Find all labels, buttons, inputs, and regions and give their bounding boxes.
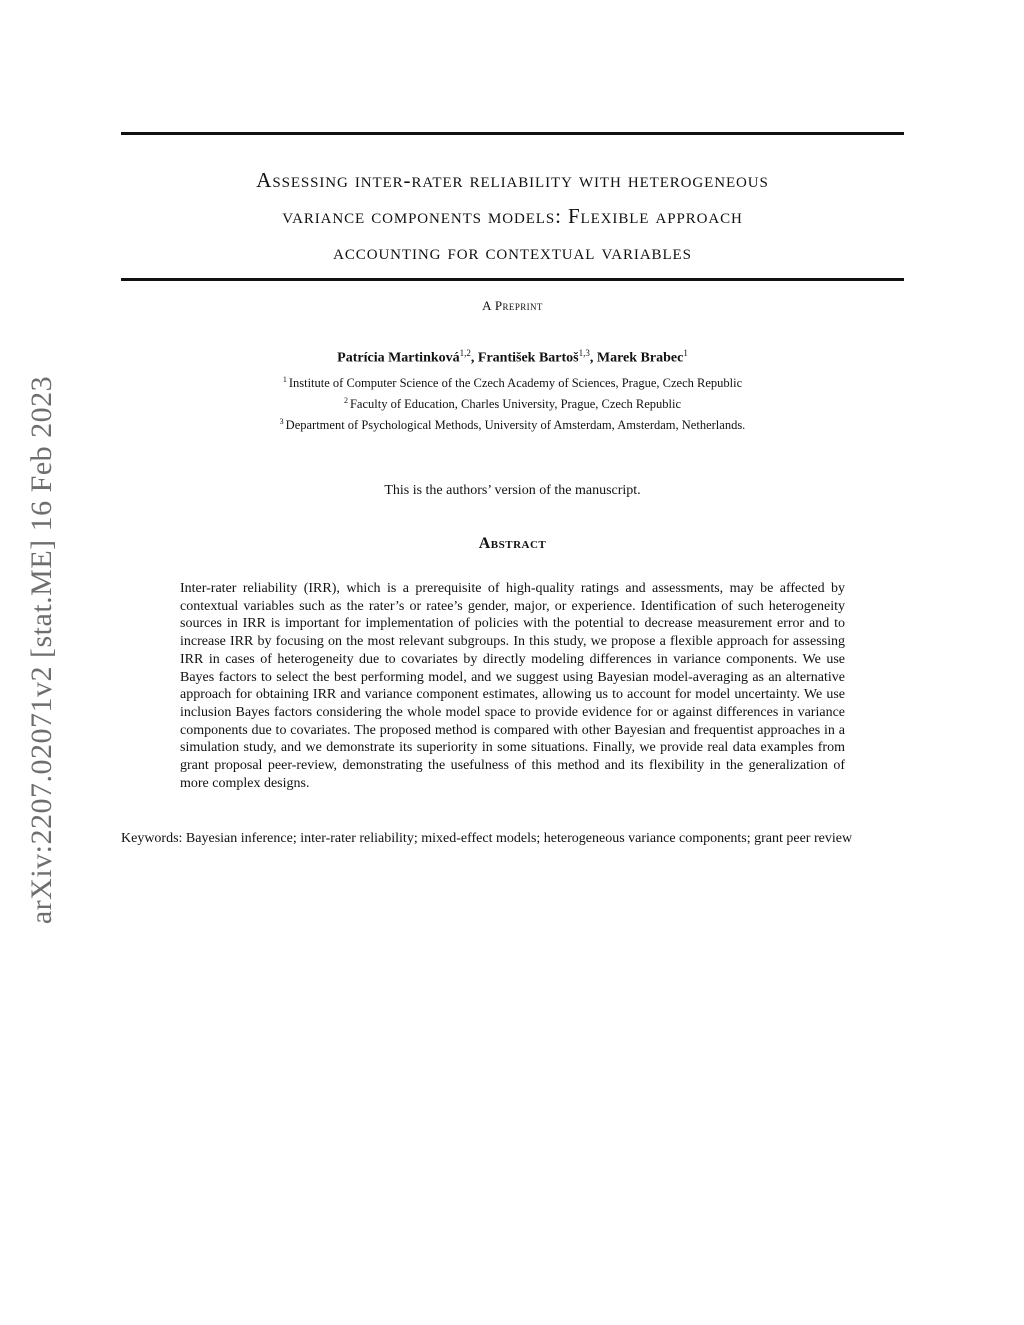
author-name: František Bartoš xyxy=(477,350,579,366)
affiliation xyxy=(121,392,904,413)
affiliation-number: 1 xyxy=(282,375,287,384)
affiliation xyxy=(121,371,904,392)
author-affiliation-marks: 1 xyxy=(683,348,688,358)
author-name: Patrícia Martinková xyxy=(337,350,460,366)
affiliation-list xyxy=(121,371,904,434)
preprint-label: A Preprint xyxy=(482,298,543,313)
keywords: Keywords: Bayesian inference; inter-rater reliability; mixed-effect models; heterogeneous variance components; grant peer review xyxy=(121,831,853,846)
title-top-rule xyxy=(121,132,904,135)
affiliation-number: 3 xyxy=(279,417,284,427)
version-note: This is the authors’ version of the manuscript. xyxy=(384,483,641,498)
title-line: accounting for contextual variables xyxy=(333,240,692,264)
arxiv-identifier-stamp: arXiv:2207.02071v2 [stat.ME] 16 Feb 2023 xyxy=(25,375,58,925)
affiliation xyxy=(121,413,904,434)
affiliation-text: Institute of Computer Science of the Czech Academy of Sciences, Prague, Czech Republic xyxy=(288,376,743,391)
abstract-heading: Abstract xyxy=(478,535,547,552)
author-name: Marek Brabec xyxy=(596,350,684,366)
author-affiliation-marks: 1,2 xyxy=(459,348,471,358)
affiliation-text: Department of Psychological Methods, University of Amsterdam, Amsterdam, Netherlands. xyxy=(285,418,746,433)
abstract-text: Inter-rater reliability (IRR), which is a prerequisite of high-quality ratings and assessments, may be affected by contextual variables such as the rater’s or ratee’s gender, major, or experience. Identification of such heterogeneity sources in IRR is important for implementation of policies with the potential to decrease measurement error and to increase IRR by focusing on the most relevant subgroups. In this study, we propose a flexible approach for assessing IRR in cases of heterogeneity due to covariates by directly modeling differences in variance components. We use Bayes factors to select the best performing model, and we suggest using Bayesian model-averaging as an alternative approach for obtaining IRR and variance component estimates, allowing us to account for model uncertainty. We use inclusion Bayes factors considering the whole model space to provide evidence for or against differences in variance components due to covariates. The proposed method is compared with other Bayesian and frequentist approaches in a simulation study, and we demonstrate its superiority in some situations. Finally, we provide real data examples from grant proposal peer-review, demonstrating the usefulness of this method and its flexibility in the generalization of more complex designs. xyxy=(180,581,845,791)
affiliation-text: Faculty of Education, Charles University, Prague, Czech Republic xyxy=(349,397,682,412)
author-list: Patrícia Martinková$^{1,2}$, František Bartoš$^{1,3}$, Marek Brabec$^1$ xyxy=(337,348,688,366)
paper-title xyxy=(121,162,904,270)
title-line: variance components models: Flexible approach xyxy=(282,204,743,228)
title-bottom-rule xyxy=(121,278,904,281)
title-line: Assessing inter-rater reliability with heterogeneous xyxy=(256,168,769,192)
author-affiliation-marks: 1,3 xyxy=(578,348,590,358)
affiliation-number: 2 xyxy=(343,396,348,406)
